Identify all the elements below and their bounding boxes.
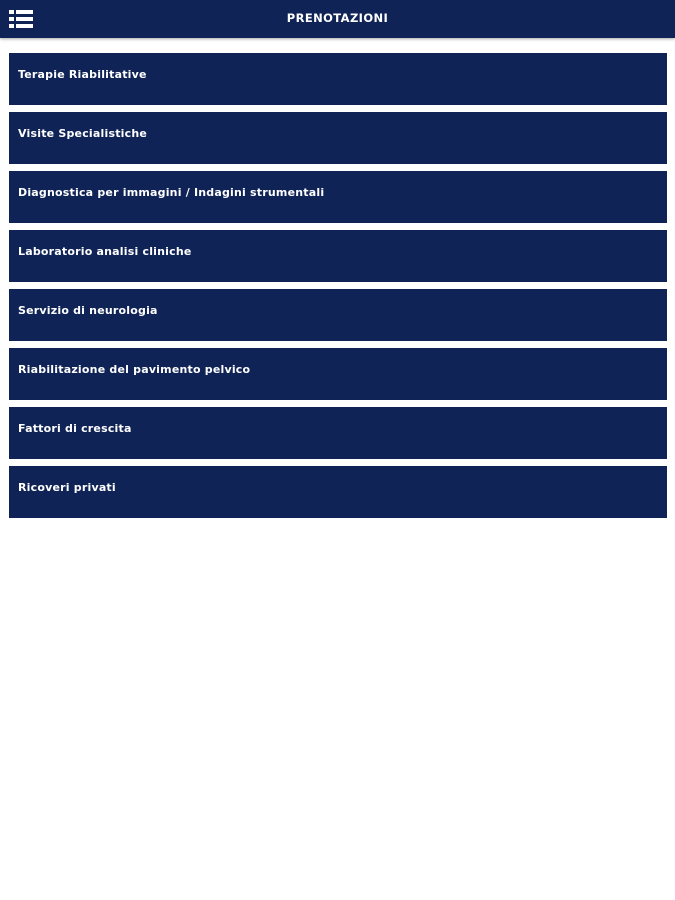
list-item-visite-specialistiche[interactable]	[9, 112, 667, 164]
list-item-label: Terapie Riabilitative	[18, 68, 147, 81]
list-item-label: Diagnostica per immagini / Indagini strumentali	[18, 186, 325, 199]
list-item-neurologia[interactable]	[9, 289, 667, 341]
list-item-label: Fattori di crescita	[18, 422, 132, 435]
page-title: PRENOTAZIONI	[286, 11, 389, 25]
list-item-pavimento-pelvico[interactable]	[9, 348, 667, 400]
list-item-label: Servizio di neurologia	[18, 304, 158, 317]
list-item-ricoveri-privati[interactable]	[9, 466, 667, 518]
list-item-fattori-crescita[interactable]	[9, 407, 667, 459]
list-item-terapie-riabilitative[interactable]	[9, 53, 667, 105]
app-bar	[0, 0, 675, 38]
list-item-label: Ricoveri privati	[18, 481, 116, 494]
booking-category-list	[9, 53, 667, 518]
list-item-diagnostica[interactable]	[9, 171, 667, 223]
list-item-label: Riabilitazione del pavimento pelvico	[18, 363, 251, 376]
list-item-label: Laboratorio analisi cliniche	[18, 245, 192, 258]
list-item-laboratorio[interactable]	[9, 230, 667, 282]
list-item-label: Visite Specialistiche	[18, 127, 148, 140]
